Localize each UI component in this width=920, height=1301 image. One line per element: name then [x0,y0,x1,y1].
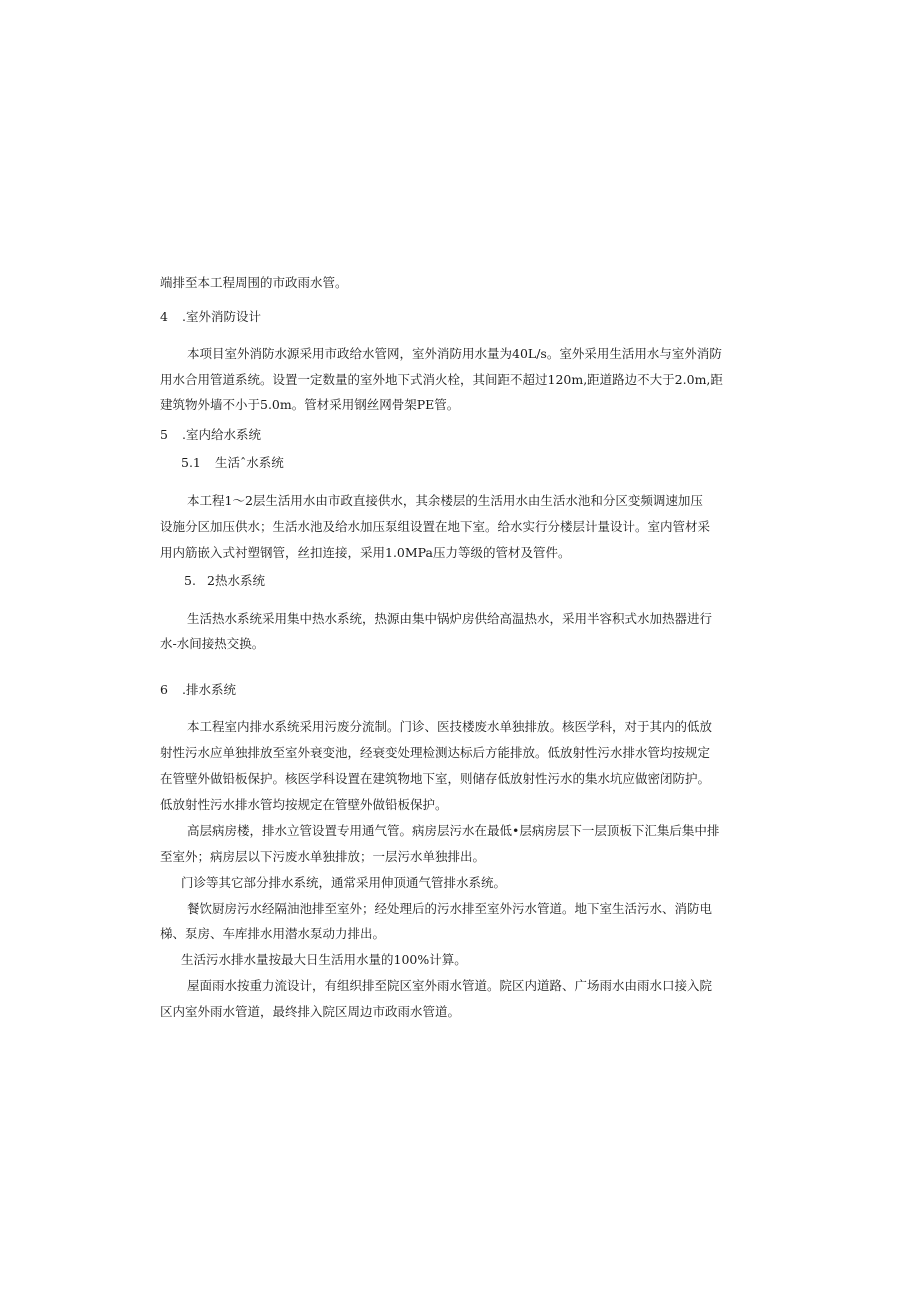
section-4-heading [160,309,261,325]
section-6-line-3: 在管壁外做铅板保护。核医学科设置在建筑物地下室，则储存低放射性污水的集水坑应做密闭防护。 [160,771,711,786]
subsection-5-1-number: 5.1 [181,455,201,470]
subsection-5-2-number: 5. [184,573,196,588]
section-6-line-4: 低放射性污水排水管均按规定在管壁外做铅板保护。 [160,797,448,812]
section-5-title: .室内给水系统 [182,427,261,442]
subsection-5-2-line-1: 生活热水系统采用集中热水系统，热源由集中锅炉房供给高温热水，采用半容积式水加热器进行 [187,611,713,626]
section-6-line-8: 餐饮厨房污水经隔油池排至室外；经处理后的污水排至室外污水管道。地下室生活污水、消防电 [187,901,713,916]
subsection-5-1-title: 生活ˆ水系统 [215,455,284,470]
section-6-number: 6 [160,682,168,697]
section-5-number: 5 [160,427,168,442]
section-4-line-3: 建筑物外墙不小于5.0m。管材采用钢丝网骨架PE管。 [160,397,460,412]
intro-paragraph: 端排至本工程周围的市政雨水管。 [160,275,348,290]
section-6-line-5: 高层病房楼，排水立管设置专用通气管。病房层污水在最低•层病房层下一层顶板下汇集后集中排 [187,823,720,838]
section-4-line-1: 本项目室外消防水源采用市政给水管网，室外消防用水量为40L/s。室外采用生活用水与室外消防 [187,346,722,361]
subsection-5-1-line-1: 本工程1～2层生活用水由市政直接供水，其余楼层的生活用水由生活水池和分区变频调速加压 [187,493,703,508]
subsection-5-1-line-3: 用内筋嵌入式衬塑钢管，丝扣连接，采用1.0MPa压力等级的管材及管件。 [160,545,571,560]
section-4-title: .室外消防设计 [182,309,261,324]
section-6-line-12: 区内室外雨水管道，最终排入院区周边市政雨水管道。 [160,1004,461,1019]
section-4-number: 4 [160,309,168,324]
section-6-line-11: 屋面雨水按重力流设计，有组织排至院区室外雨水管道。院区内道路、广场雨水由雨水口接入院 [187,978,713,993]
subsection-5-1-line-2: 设施分区加压供水；生活水池及给水加压泵组设置在地下室。给水实行分楼层计量设计。室内管材采 [160,519,711,534]
section-6-line-9: 梯、泵房、车库排水用潜水泵动力排出。 [160,926,386,941]
section-6-line-7: 门诊等其它部分排水系统，通常采用伸顶通气管排水系统。 [181,875,507,890]
section-6-line-1: 本工程室内排水系统采用污废分流制。门诊、医技楼废水单独排放。核医学科，对于其内的低放 [187,719,713,734]
subsection-5-2-line-2: 水-水间接热交换。 [160,636,265,651]
section-6-line-6: 至室外；病房层以下污废水单独排放；一层污水单独排出。 [160,849,486,864]
section-6-line-10: 生活污水排水量按最大日生活用水量的100%计算。 [181,952,467,967]
subsection-5-2-title: 2热水系统 [207,573,265,588]
section-6-title: .排水系统 [182,682,236,697]
section-4-line-2: 用水合用管道系统。设置一定数量的室外地下式消火栓，其间距不超过120m,距道路边不大于2.0m,距 [160,372,723,387]
subsection-5-2-heading [184,573,265,589]
section-5-heading [160,427,261,443]
subsection-5-1-heading [181,455,284,471]
section-6-heading [160,682,236,698]
section-6-line-2: 射性污水应单独排放至室外衰变池，经衰变处理检测达标后方能排放。低放射性污水排水管均按规定 [160,745,711,760]
